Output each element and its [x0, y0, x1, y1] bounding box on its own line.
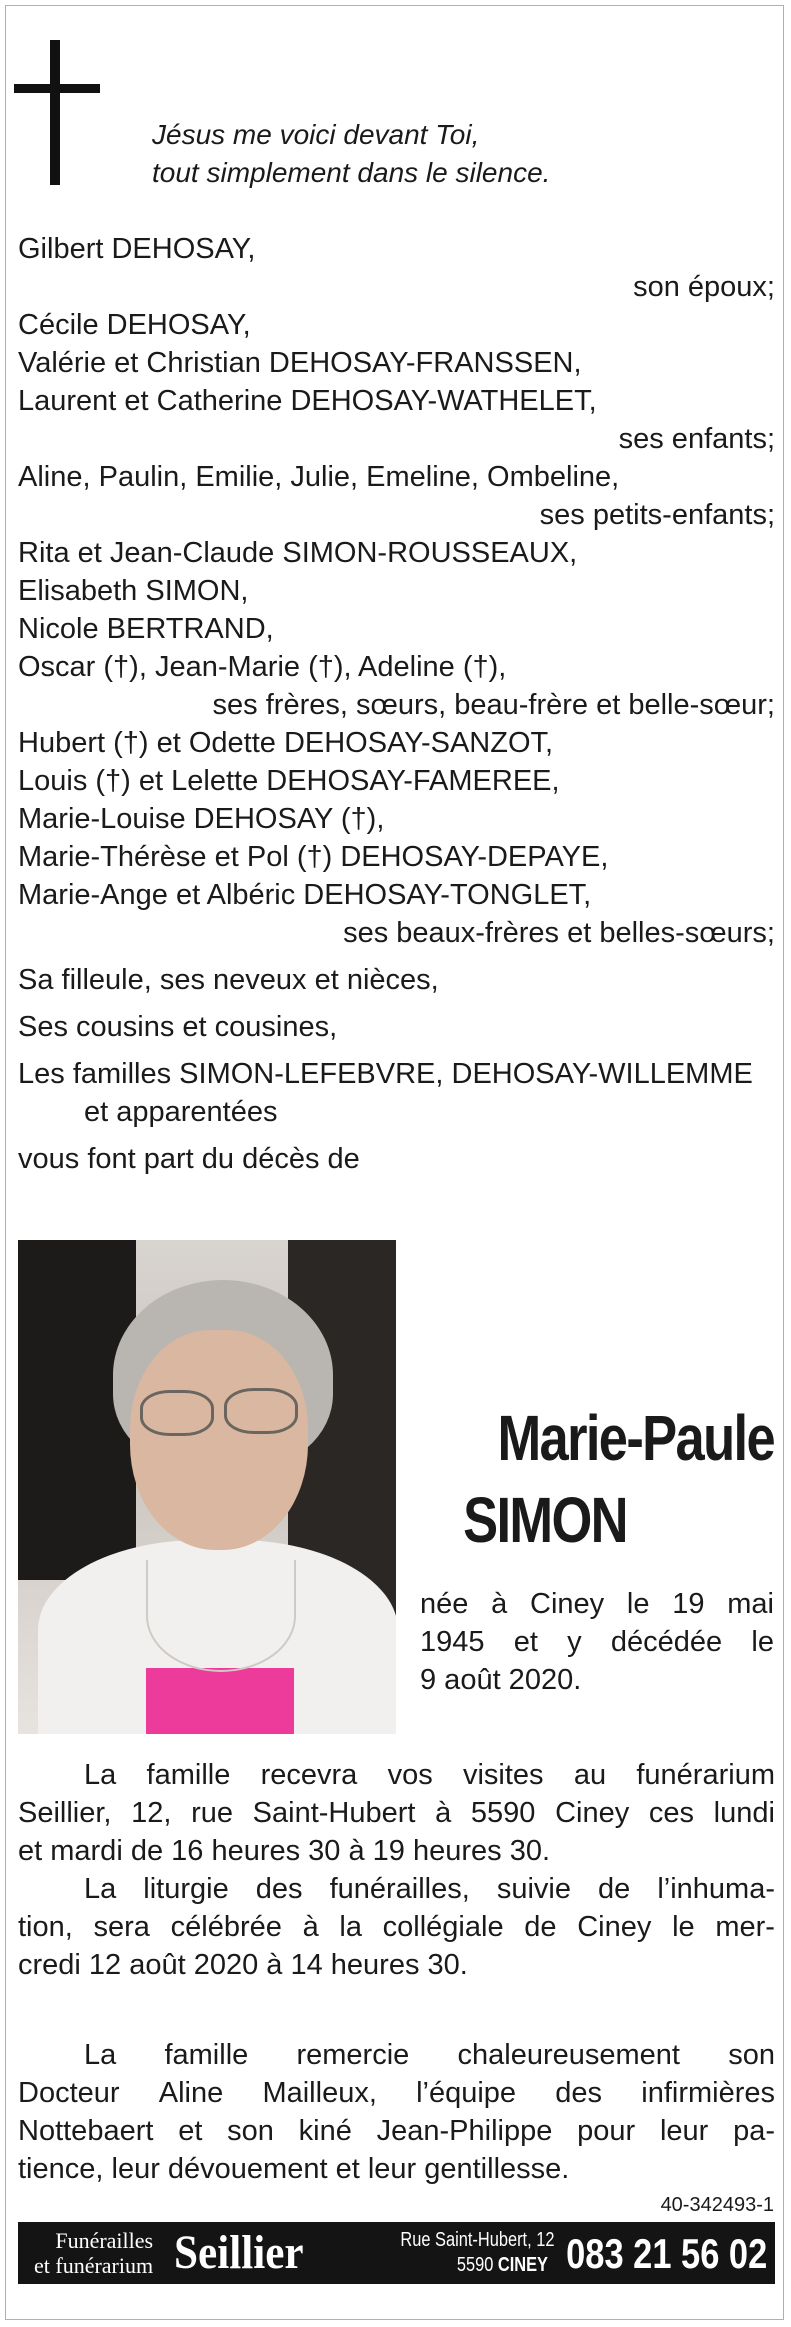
text-line — [18, 1870, 775, 1908]
word: et — [178, 2115, 203, 2147]
word: la — [339, 1911, 362, 1943]
in-law-name: Hubert (†) et Odette DEHOSAY-SANZOT, — [18, 727, 554, 759]
text-line — [18, 1832, 775, 1870]
word: 19 — [672, 1588, 705, 1620]
visits-paragraph — [18, 1756, 775, 1870]
text-line — [18, 1908, 775, 1946]
word: Saint-Hubert — [252, 1797, 416, 1829]
word: liturgie — [143, 1873, 229, 1905]
verse-line: Jésus me voici devant Toi, — [152, 119, 480, 150]
word: Mailleux, — [262, 2077, 377, 2109]
families-line: Les familles SIMON-LEFEBVRE, DEHOSAY-WILLEMME — [18, 1058, 753, 1090]
grandchildren-role: ses petits-enfants; — [539, 499, 775, 531]
banner-address-street: Rue Saint-Hubert, 12 — [400, 2229, 555, 2251]
liturgy-paragraph — [18, 1870, 775, 1984]
banner-brand: Seillier — [174, 2226, 304, 2279]
funeral-home-banner — [18, 2222, 775, 2284]
word: 5590 — [470, 1797, 536, 1829]
word: Jean-Philippe — [376, 2115, 553, 2147]
word: au — [573, 1759, 607, 1791]
word: mer- — [715, 1911, 775, 1943]
deceased-last-name: SIMON — [463, 1484, 627, 1556]
word: le — [672, 1911, 695, 1943]
text-line — [420, 1623, 774, 1661]
word: tience, leur dévouement et leur gentillesse. — [18, 2153, 570, 2185]
birth-death-details — [420, 1585, 774, 1699]
banner-phone: 083 21 56 02 — [565, 2230, 767, 2277]
families-continued: et apparentées — [84, 1096, 278, 1128]
child-name: Laurent et Catherine DEHOSAY-WATHELET, — [18, 385, 597, 417]
text-line — [18, 2036, 775, 2074]
word: rue — [191, 1797, 234, 1829]
text-line — [420, 1661, 774, 1699]
word: La — [84, 1759, 117, 1791]
word: le — [626, 1588, 650, 1620]
word: le — [751, 1626, 774, 1658]
word: kiné — [298, 2115, 352, 2147]
banner-address — [400, 2228, 555, 2278]
word: de — [598, 1873, 631, 1905]
word: recevra — [260, 1759, 358, 1791]
word: son — [227, 2115, 274, 2147]
word: infirmières — [641, 2077, 775, 2109]
word: à — [435, 1797, 452, 1829]
word: tion, — [18, 1911, 73, 1943]
in-law-name: Marie-Thérèse et Pol (†) DEHOSAY-DEPAYE, — [18, 841, 609, 873]
in-law-name: Marie-Ange et Albéric DEHOSAY-TONGLET, — [18, 879, 592, 911]
family-list — [18, 230, 775, 1178]
banner-address-city: CINEY — [497, 2254, 548, 2276]
text-line — [18, 1756, 775, 1794]
grandchildren-names: Aline, Paulin, Emilie, Julie, Emeline, Ombeline, — [18, 461, 620, 493]
word: et — [513, 1626, 538, 1658]
text-line — [18, 2112, 775, 2150]
reference-number: 40-342493-1 — [660, 2194, 774, 2216]
siblings-role: ses frères, sœurs, beau-frère et belle-sœur; — [212, 689, 775, 721]
word: famille — [146, 1759, 231, 1791]
word: à — [491, 1588, 508, 1620]
word: décédée — [610, 1626, 723, 1658]
cross-icon — [50, 40, 60, 185]
word: y — [567, 1626, 582, 1658]
word: 12, — [131, 1797, 172, 1829]
word: suivie — [496, 1873, 571, 1905]
word: Ciney — [555, 1797, 630, 1829]
verse — [152, 116, 550, 192]
word: funérarium — [636, 1759, 775, 1791]
child-name: Valérie et Christian DEHOSAY-FRANSSEN, — [18, 347, 582, 379]
verse-line: tout simplement dans le silence. — [152, 157, 551, 188]
word: famille — [164, 2039, 249, 2071]
in-law-name: Marie-Louise DEHOSAY (†), — [18, 803, 385, 835]
word: née — [420, 1588, 469, 1620]
word: Docteur — [18, 2077, 120, 2109]
word: sera — [93, 1911, 150, 1943]
word: lundi — [713, 1797, 775, 1829]
word: 9 août 2020. — [420, 1664, 582, 1696]
word: 1945 — [420, 1626, 485, 1658]
text-line — [18, 1946, 775, 1984]
in-law-name: Louis (†) et Lelette DEHOSAY-FAMEREE, — [18, 765, 560, 797]
husband-name: Gilbert DEHOSAY, — [18, 233, 256, 265]
text-line — [18, 1794, 775, 1832]
sibling-name: Rita et Jean-Claude SIMON-ROUSSEAUX, — [18, 537, 578, 569]
word: pa- — [733, 2115, 775, 2147]
word: à — [302, 1911, 319, 1943]
word: leur — [659, 2115, 709, 2147]
word: Aline — [158, 2077, 224, 2109]
word: credi 12 août 2020 à 14 heures 30. — [18, 1949, 468, 1981]
in-laws-role: ses beaux-frères et belles-sœurs; — [343, 917, 775, 949]
word: des — [255, 1873, 303, 1905]
banner-address-zip: 5590 — [456, 2254, 494, 2276]
word: remercie — [296, 2039, 410, 2071]
sibling-name: Oscar (†), Jean-Marie (†), Adeline (†), — [18, 651, 507, 683]
word: Seillier, — [18, 1797, 112, 1829]
word: célébrée — [170, 1911, 282, 1943]
word: de — [524, 1911, 557, 1943]
word: vos — [387, 1759, 433, 1791]
word: l’équipe — [416, 2077, 517, 2109]
sibling-name: Nicole BERTRAND, — [18, 613, 274, 645]
thanks-paragraph — [18, 2036, 775, 2188]
word: pour — [577, 2115, 636, 2147]
word: Nottebaert — [18, 2115, 154, 2147]
word: ces — [648, 1797, 694, 1829]
word: mai — [727, 1588, 774, 1620]
text-line — [420, 1585, 774, 1623]
word: l’inhuma- — [657, 1873, 775, 1905]
cousins-line: Ses cousins et cousines, — [18, 1011, 338, 1043]
word: collégiale — [382, 1911, 504, 1943]
sibling-name: Elisabeth SIMON, — [18, 575, 249, 607]
word: et mardi de 16 heures 30 à 19 heures 30. — [18, 1835, 551, 1867]
word: funérailles, — [329, 1873, 470, 1905]
text-line — [18, 2074, 775, 2112]
children-role: ses enfants; — [618, 423, 775, 455]
announce-line: vous font part du décès de — [18, 1143, 360, 1175]
word: visites — [462, 1759, 544, 1791]
word: chaleureusement — [457, 2039, 680, 2071]
portrait-photo — [18, 1240, 396, 1734]
banner-services-line: et funérarium — [34, 2253, 154, 2278]
husband-role: son époux; — [633, 271, 775, 303]
word: Ciney — [530, 1588, 605, 1620]
cross-icon-bar — [14, 84, 100, 93]
banner-services-line: Funérailles — [55, 2228, 154, 2253]
banner-services — [34, 2228, 153, 2278]
word: La — [84, 2039, 117, 2071]
text-line — [18, 2150, 775, 2188]
child-name: Cécile DEHOSAY, — [18, 309, 251, 341]
deceased-first-name: Marie-Paule — [497, 1402, 774, 1474]
word: La — [84, 1873, 117, 1905]
word: son — [728, 2039, 775, 2071]
godchild-line: Sa filleule, ses neveux et nièces, — [18, 964, 439, 996]
word: des — [555, 2077, 603, 2109]
word: Ciney — [577, 1911, 652, 1943]
